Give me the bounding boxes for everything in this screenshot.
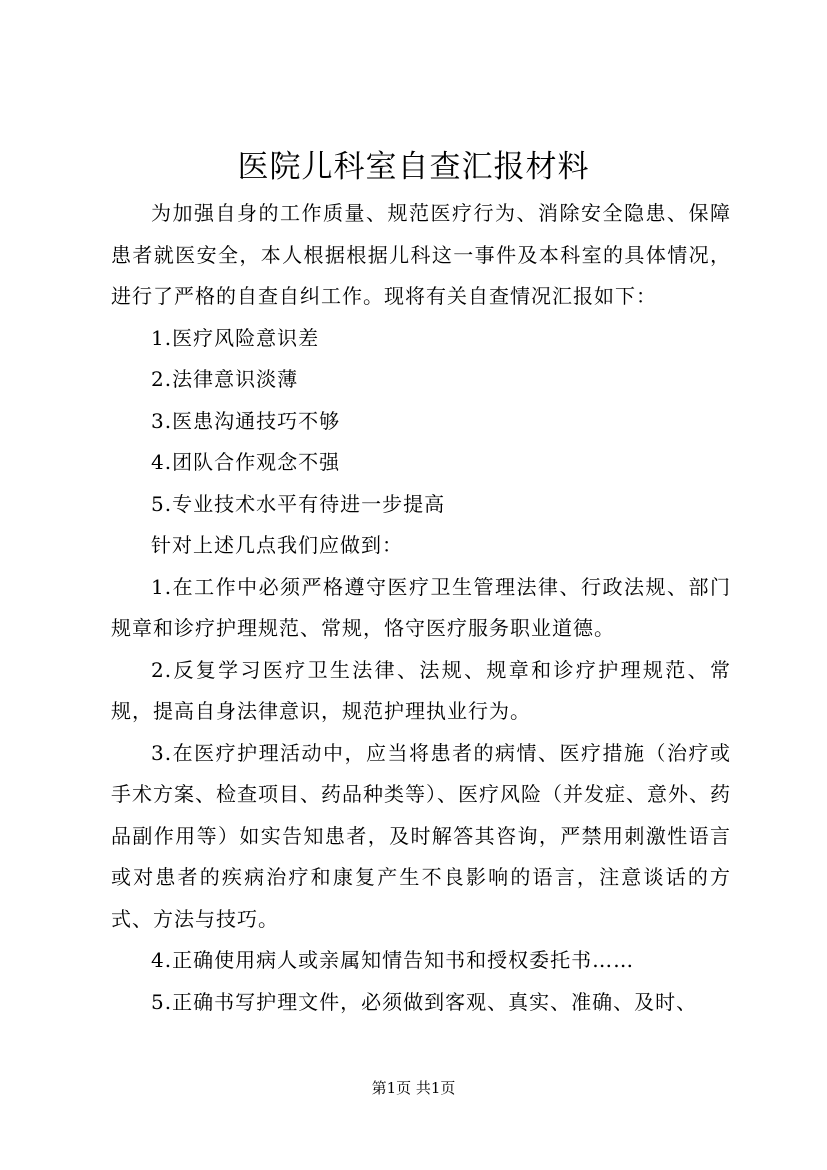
paragraph-intro: 为加强自身的工作质量、规范医疗行为、消除安全隐患、保障患者就医安全，本人根据根据儿科这一事件及本科室的具体情况，进行了严格的自查自纠工作。现将有关自查情况汇报如下： [111,201,731,308]
document-body [111,193,731,1023]
list-item-measure-3: 3.在医疗护理活动中，应当将患者的病情、医疗措施（治疗或手术方案、检查项目、药品种类等）、医疗风险（并发症、意外、药品副作用等）如实告知患者，及时解答其咨询，严禁用刺激性语言或对患者的疾病治疗和康复产生不良影响的语言，注意谈话的方式、方法与技巧。 [111,740,731,931]
page-footer: 第1页 共1页 [371,1079,456,1097]
list-item-issue-1: 1.医疗风险意识差 [151,325,320,350]
list-item-measure-2: 2.反复学习医疗卫生法律、法规、规章和诊疗护理规范、常规，提高自身法律意识，规范护理执业行为。 [111,657,731,723]
list-item-measure-1: 1.在工作中必须严格遵守医疗卫生管理法律、行政法规、部门规章和诊疗护理规范、常规，恪守医疗服务职业道德。 [111,574,731,640]
list-item-measure-5: 5.正确书写护理文件，必须做到客观、真实、准确、及时、 [151,989,698,1014]
list-item-measure-4: 4.正确使用病人或亲属知情告知书和授权委托书…… [151,948,635,972]
list-item-issue-2: 2.法律意识淡薄 [151,367,299,391]
list-item-issue-3: 3.医患沟通技巧不够 [151,408,341,433]
document-title: 医院儿科室自查汇报材料 [237,149,590,185]
list-item-issue-4: 4.团队合作观念不强 [151,450,341,474]
list-item-issue-5: 5.专业技术水平有待进一步提高 [151,491,446,516]
paragraph-measures-intro: 针对上述几点我们应做到： [151,533,403,557]
